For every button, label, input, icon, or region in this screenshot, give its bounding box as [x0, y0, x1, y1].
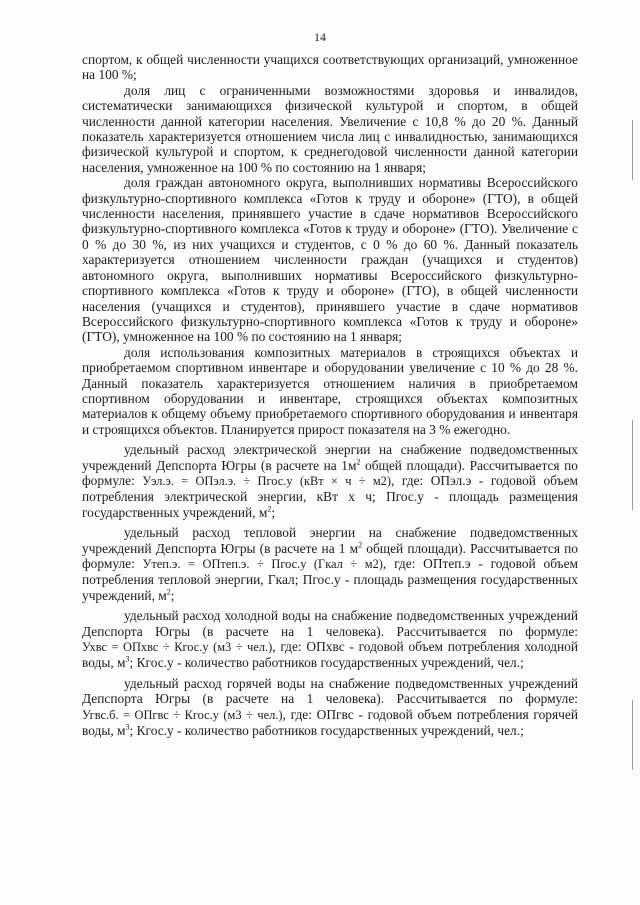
scan-edge-mark: [632, 120, 633, 180]
electric-intro: удельный расход электрической энергии на снабжение подведомственных учреждений Депспорта Югры (в расчете на 1м: [82, 442, 578, 473]
paragraph-heat-energy: [82, 525, 578, 603]
paragraph-electric-energy: [82, 442, 578, 520]
heat-explanation-sup: 2: [166, 587, 171, 597]
hot-water-intro: удельный расход горячей воды на снабжение подведомственных учреждений Депспорта Югры (в расчете на 1 человека). Рассчитывается по формуле:: [82, 675, 578, 707]
scan-edge-mark: [632, 420, 633, 510]
heat-intro-tail: общей площади). Рассчитывается по формуле:: [82, 540, 578, 571]
cold-water-formula: Ухвс = ОПхвс ÷ Кгос.у (м3 ÷ чел.): [82, 640, 273, 655]
paragraph-composite-materials: доля использования композитных материалов в строящихся объектах и приобретаемом спортивном инвентаре и оборудовании увеличение с 10 % до 28 %. Данный показатель характеризуется отношением наличия в приобретаемом спортивном оборудовании и инвентаре, строящихся объектах композитных материалов к общему объему приобретаемого спортивного оборудования и инвентаря и строящихся объектов. Планируется прирост показателя на 3 % ежегодно.: [82, 344, 578, 437]
hot-water-formula: Угвс.б. = ОПгвс ÷ Кгос.у (м3 ÷ чел.): [82, 707, 283, 722]
cold-water-intro: удельный расход холодной воды на снабжение подведомственных учреждений Депспорта Югры (в расчете на 1 человека). Рассчитывается по формуле:: [82, 608, 578, 639]
heat-formula: Утеп.э. = ОПтеп.э. ÷ Пгос.у (Гкал ÷ м2): [142, 557, 383, 571]
hot-water-explanation: , где: ОПгвс - годовой объем потребления горячей воды, м: [82, 706, 578, 739]
cold-water-explanation-sup: 3: [125, 654, 130, 664]
paragraph-continuation: спортом, к общей численности учащихся соответствующих организаций, умноженное на 100 %;: [82, 52, 578, 83]
heat-intro-sup: 2: [358, 540, 363, 550]
paragraph-gto-share: доля граждан автономного округа, выполнивших нормативы Всероссийского физкультурно-спортивного комплекса «Готов к труду и обороне» (ГТО), в общей численности населения, принявшего участие в сдаче нормативов Всероссийского физкультурно-спортивного комплекса «Готов к труду и обороне» (ГТО). Увеличение с 0 % до 30 %, из них учащихся и студентов, с 0 % до 60 %. Данный показатель характеризуется отношением численности граждан (учащихся и студентов) автономного округа, выполнивших нормативы Всероссийского физкультурно-спортивного комплекса «Готов к труду и обороне» (ГТО), в общей численности населения (учащихся и студентов), принявшего участие в сдаче нормативов Всероссийского физкультурно-спортивного комплекса «Готов к труду и обороне» (ГТО), умноженное на 100 % по состоянию на 1 января;: [82, 175, 578, 345]
electric-end: ;: [271, 504, 276, 520]
electric-explanation: , где: ОПэл.э - годовой объем потребления электрической энергии, кВт х ч; Пгос.у - площадь размещения государственных учреждений, м: [82, 472, 578, 520]
document-body: [82, 52, 578, 738]
paragraph-disabled-sports-share: доля лиц с ограниченными возможностями здоровья и инвалидов, систематически занимающихся физической культурой и спортом, в общей численности данной категории населения. Увеличение с 10,8 % до 20 %. Данный показатель характеризуется отношением числа лиц с инвалидностью, занимающихся физической культурой и спортом, к среднегодовой численности данной категории населения, умноженное на 100 % по состоянию на 1 января;: [82, 82, 578, 175]
heat-intro: удельный расход тепловой энергии на снабжение подведомственных учреждений Депспорта Югры (в расчете на 1 м: [82, 525, 578, 556]
electric-intro-sup: 2: [356, 457, 361, 467]
hot-water-end: ; Кгос.у - количество работников государственных учреждений, чел.;: [129, 723, 524, 739]
paragraph-cold-water: [82, 608, 578, 671]
electric-formula: Уэл.э. = ОПэл.э. ÷ Пгос.у (кВт × ч ÷ м2): [142, 473, 391, 488]
electric-intro-tail: общей площади). Рассчитывается по формуле:: [82, 457, 578, 488]
cold-water-explanation: , где: ОПхвс - годовой объем потребления холодной воды, м: [82, 639, 579, 671]
paragraph-hot-water: [82, 676, 578, 739]
heat-explanation: , где: ОПтеп.э - годовой объем потребления тепловой энергии, Гкал; Пгос.у - площадь размещения государственных учреждений, м: [82, 556, 579, 603]
electric-explanation-sup: 2: [267, 504, 272, 514]
scan-edge-mark: [632, 700, 633, 770]
page-number: 14: [314, 30, 326, 44]
heat-end: ;: [170, 587, 175, 603]
hot-water-explanation-sup: 3: [125, 722, 130, 732]
cold-water-end: ; Кгос.у - количество работников государственных учреждений, чел.;: [129, 655, 524, 671]
